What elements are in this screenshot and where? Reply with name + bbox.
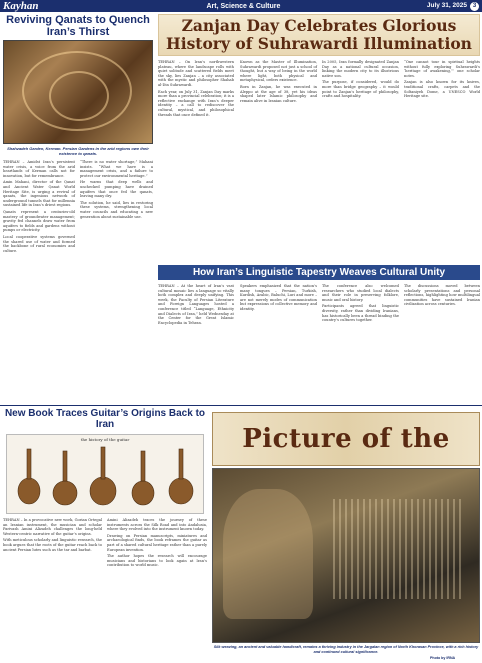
tapestry-body-col1 <box>158 284 234 404</box>
masthead <box>0 0 482 12</box>
guitar-drawings-icon <box>7 443 203 513</box>
zanjan-para: “One cannot tour in spiritual heights without fully exploring Suhrawardi’s ‘heritage of awakening,’” one scholar notes. <box>404 60 480 78</box>
guitar-para: Amini Alizadeh traces the journey of these instruments across the Silk Road and into Andalusia, where they evolved into the instrument known today. <box>107 518 207 532</box>
qanat-para: The solution, he said, lies in restoring these systems, strengthening local water councils and educating a new generation about sustainable use. <box>80 200 153 219</box>
picture-of-the-day-banner <box>212 412 480 466</box>
guitar-para: The author hopes the research will encourage musicians and historians to look again at Iran’s contribution to world music. <box>107 554 207 568</box>
newspaper-logo[interactable]: Kayhan <box>3 0 39 12</box>
qanat-para: TEHRAN – Amidst Iran’s persistent water crisis, a voice from the arid heartlands of Kerman calls not for innovation, but for remembrance. <box>3 160 75 178</box>
issue-date-text: July 31, 2025 <box>426 1 467 9</box>
section-title: Art, Science & Culture <box>206 2 281 10</box>
tapestry-headline[interactable]: How Iran’s Linguistic Tapestry Weaves Cultural Unity <box>158 265 480 280</box>
zanjan-para: In 2005, Iran formally designated Zanjan Day as a national cultural occasion, linking the modern city to its illustrious native son. <box>322 60 399 78</box>
qanat-para: Local cooperative systems governed the shared use of water and formed the backbone of rural economies and culture. <box>3 234 75 253</box>
zanjan-body-col2 <box>240 60 317 262</box>
picture-of-the-day-caption: Silk weaving, an ancient and valuable handicraft, remains a thriving industry in the Jargalan region of North Khorasan Province, with a rich history and continued cultural significance. <box>213 645 479 654</box>
zanjan-body-col3 <box>322 60 399 262</box>
tapestry-body-col3 <box>322 284 399 404</box>
qanat-headline[interactable]: Reviving Qanats to Quench Iran’s Thirst <box>6 14 150 38</box>
garden-pool-shape <box>49 71 109 121</box>
qanat-photo-caption: Shahzadeh Garden, Kerman. Persian Gardens in the arid regions owe their existence to qanats. <box>7 146 149 156</box>
guitar-book-illustration <box>6 434 204 514</box>
tapestry-body-col4 <box>404 284 480 404</box>
qanat-body-col2 <box>80 160 153 402</box>
zanjan-para: TEHRAN – On Iran’s northwestern plateau, where the landscape rolls with quiet solitude and scattered fields meet the sky, lies Zanjan – a city associated with the mystic and philosopher Shahab al-Din Suhrawardi. <box>158 60 234 87</box>
guitar-para: Drawing on Persian manuscripts, miniatures and archaeological finds, the book reframes the guitar as part of a shared cultural heritage rather than a purely European invention. <box>107 533 207 552</box>
guitar-para: With meticulous scholarly and linguistic research, the book argues that the roots of the guitar reach back to ancient Persian lutes such as the tar and barbat. <box>3 538 102 552</box>
photo-credit: Photo by IRNA <box>430 656 456 660</box>
zanjan-para: Known as the Master of Illumination, Suhrawardi proposed not just a school of thought, but a way of being in the world where light, both physical and metaphysical, orders existence. <box>240 60 317 83</box>
zanjan-para: Zanjan is also known for its knives, traditional crafts, carpets and the Soltaniyeh Dome, a UNESCO World Heritage site. <box>404 80 480 99</box>
section-divider <box>0 405 482 406</box>
guitar-para: TEHRAN – In a provocative new work, Gorian Ortegal an Iranian instrument, the musician and scholar Parivash Amini Alizadeh challenges the long-held Western-centric narrative of the guitar’s origins. <box>3 518 102 536</box>
tapestry-para: Participants agreed that linguistic diversity, rather than dividing Iranians, has historically been a thread binding the country’s cultures together. <box>322 304 399 323</box>
weaver-figure-shape <box>223 489 313 619</box>
zanjan-para: Born in Zanjan, he was executed in Aleppo at the age of 38, yet his ideas shaped later Islamic philosophy and remain alive in Iranian culture. <box>240 84 317 103</box>
qanat-body-col1 <box>3 160 75 402</box>
qanat-para: He warns that deep wells and unchecked pumping have drained aquifers that once fed the qanats, leaving many dry. <box>80 180 153 199</box>
zanjan-body-col1 <box>158 60 234 262</box>
tapestry-para: The discussions moved between scholarly presentations and personal reflections, highlighting how multilingual communities have sustained Iranian civilization across centuries. <box>404 284 480 307</box>
loom-threads-shape <box>333 499 463 599</box>
shahzadeh-garden-photo <box>3 40 153 144</box>
silk-weaving-photo <box>212 468 480 643</box>
tapestry-para: Speakers emphasized that the nation’s many tongues – Persian, Turkish, Kurdish, Arabic, Baluchi, Luri and more – are not merely modes of communication but expressions of collective memory and identity. <box>240 284 317 311</box>
guitar-body-col2 <box>107 518 207 660</box>
zanjan-para: The purpose, if considered, would do more than bridge geography – it would point to Zanjan’s heritage of philosophy, crafts and hospitality. <box>322 80 399 99</box>
guitar-image-title: the history of the guitar <box>80 437 130 442</box>
zanjan-para: Each year, on July 31, Zanjan Day marks more than a provincial celebration; it is a reflective exchange with Iran’s deeper identity – a call to rediscover the cultural, mystical, and philosophical threads that once defined it. <box>158 89 234 117</box>
guitar-headline[interactable]: New Book Traces Guitar’s Origins Back to Iran <box>4 408 206 430</box>
qanat-para: Amin Mahani, director of the Qanat and Ancient Water Qanat World Heritage Site, is urging a revival of qanats, the ingenious network of underground tunnels that for millennia sustained life in Iran’s driest regions. <box>3 180 75 208</box>
qanat-para: Qanats represent a centuries-old mastery of groundwater management; gravity fed channels draw water from aquifers to fields and gardens without pumps or electricity. <box>3 209 75 233</box>
guitar-body-col1 <box>3 518 102 660</box>
page-number: 3 <box>470 2 479 11</box>
zanjan-headline[interactable]: Zanjan Day Celebrates Glorious History of Suhrawardi Illumination <box>166 16 472 53</box>
picture-of-the-day-label: Picture of the <box>242 424 450 454</box>
tapestry-para: The conference also welcomed researchers who studied local dialects and their role in preserving folklore, music and oral history. <box>322 284 399 302</box>
issue-date <box>427 2 482 11</box>
tapestry-para: TEHRAN – At the heart of Iran’s vast cultural mosaic lies a language so vitally both complex and deeply unifying. This week, the Faculty of Persian Literature and Foreign Languages hosted a conference titled “Language, Ethnicity and Dialects of Iran,” held Wednesday at the Center for the Great Islamic Encyclopedia in Tehran. <box>158 284 234 325</box>
qanat-para: “There is no water shortage,” Mahani insists. “What we have is a management crisis, and a failure to protect our environmental heritage.” <box>80 160 153 178</box>
zanjan-body-col4 <box>404 60 480 262</box>
tapestry-body-col2 <box>240 284 317 404</box>
